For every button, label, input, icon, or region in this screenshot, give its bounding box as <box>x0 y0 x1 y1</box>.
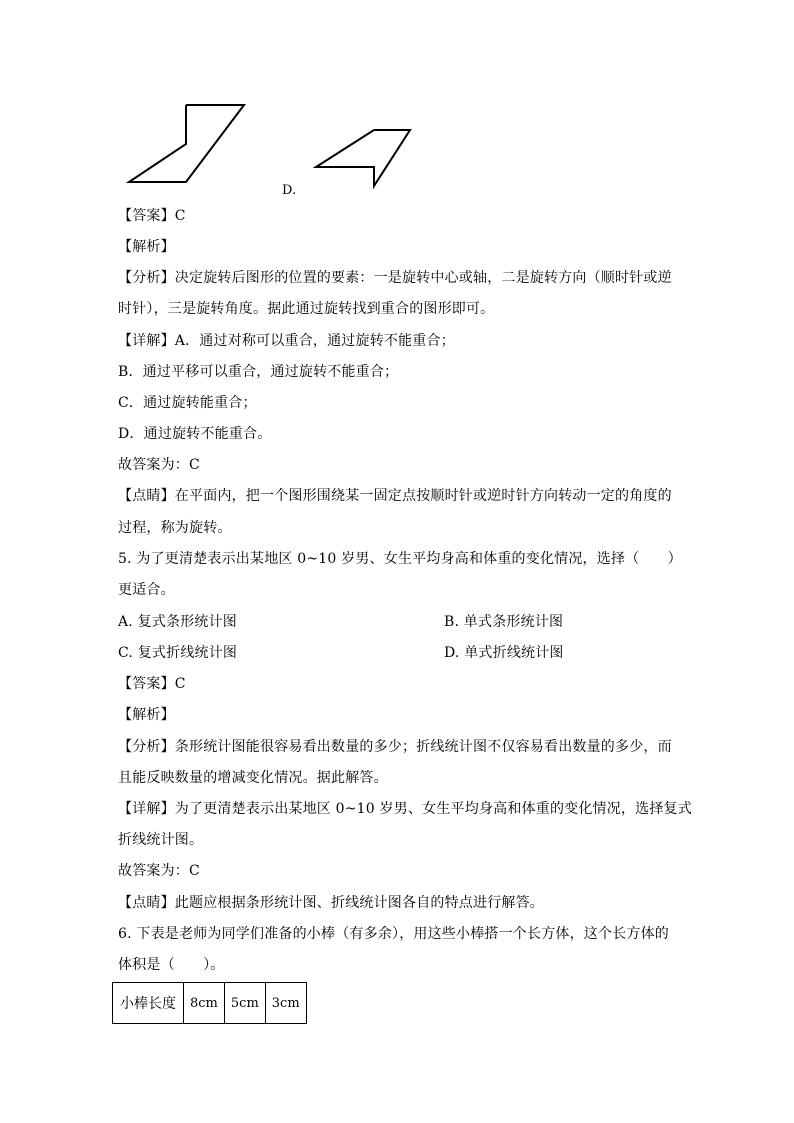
q5-fenxi-line-2: 且能反映数量的增减变化情况。据此解答。 <box>118 770 388 786</box>
table-cell: 8cm <box>184 983 225 1024</box>
q5-detail-line-1: 【详解】为了更清楚表示出某地区 0~10 岁男、女生平均身高和体重的变化情况，选择复式 <box>118 801 692 817</box>
q4-detail-c: C．通过旋转能重合； <box>118 395 257 411</box>
option-c-figure <box>124 102 250 190</box>
q5-dianjing: 【点睛】此题应根据条形统计图、折线统计图各自的特点进行解答。 <box>118 895 544 911</box>
q5-option-d: D. 单式折线统计图 <box>444 645 564 661</box>
q4-dianjing-line-2: 过程，称为旋转。 <box>118 520 232 536</box>
q4-dianjing-line-1: 【点睛】在平面内，把一个图形围绕某一固定点按顺时针或逆时针方向转动一定的角度的 <box>118 488 672 504</box>
q6-stem-line-2: 体积是（ ）。 <box>118 957 225 973</box>
q5-final-answer: 故答案为：C <box>118 863 200 879</box>
q4-detail-d: D．通过旋转不能重合。 <box>118 426 272 442</box>
q6-stem-line-1: 6. 下表是老师为同学们准备的小棒（有多余），用这些小棒搭一个长方体，这个长方体的 <box>118 926 670 942</box>
q4-fenxi-line-2: 时针），三是旋转角度。据此通过旋转找到重合的图形即可。 <box>118 301 495 317</box>
q4-detail-a: 【详解】A．通过对称可以重合，通过旋转不能重合； <box>118 333 455 349</box>
q5-detail-line-2: 折线统计图。 <box>118 832 204 848</box>
table-cell: 3cm <box>265 983 306 1024</box>
q5-stem-line-1: 5. 为了更清楚表示出某地区 0~10 岁男、女生平均身高和体重的变化情况，选择（ ） <box>118 551 682 567</box>
q5-option-a: A. 复式条形统计图 <box>118 614 238 630</box>
q4-detail-b: B．通过平移可以重合，通过旋转不能重合； <box>118 364 399 380</box>
table-cell: 5cm <box>224 983 265 1024</box>
q5-answer: 【答案】C <box>118 676 186 692</box>
stick-length-table <box>112 982 307 1024</box>
q5-analysis-heading: 【解析】 <box>118 707 175 723</box>
q4-final-answer: 故答案为：C <box>118 457 200 473</box>
table-header-cell: 小棒长度 <box>113 983 184 1024</box>
option-d-figure <box>312 124 416 192</box>
q5-option-c: C. 复式折线统计图 <box>118 645 238 661</box>
q4-analysis-heading: 【解析】 <box>118 239 175 255</box>
q5-fenxi-line-1: 【分析】条形统计图能很容易看出数量的多少；折线统计图不仅容易看出数量的多少，而 <box>118 739 672 755</box>
q4-answer: 【答案】C <box>118 208 186 224</box>
table-row <box>113 983 307 1024</box>
q5-stem-line-2: 更适合。 <box>118 582 175 598</box>
option-d-label: D. <box>282 183 297 198</box>
q5-option-b: B. 单式条形统计图 <box>444 614 564 630</box>
q4-fenxi-line-1: 【分析】决定旋转后图形的位置的要素：一是旋转中心或轴，二是旋转方向（顺时针或逆 <box>118 270 672 286</box>
